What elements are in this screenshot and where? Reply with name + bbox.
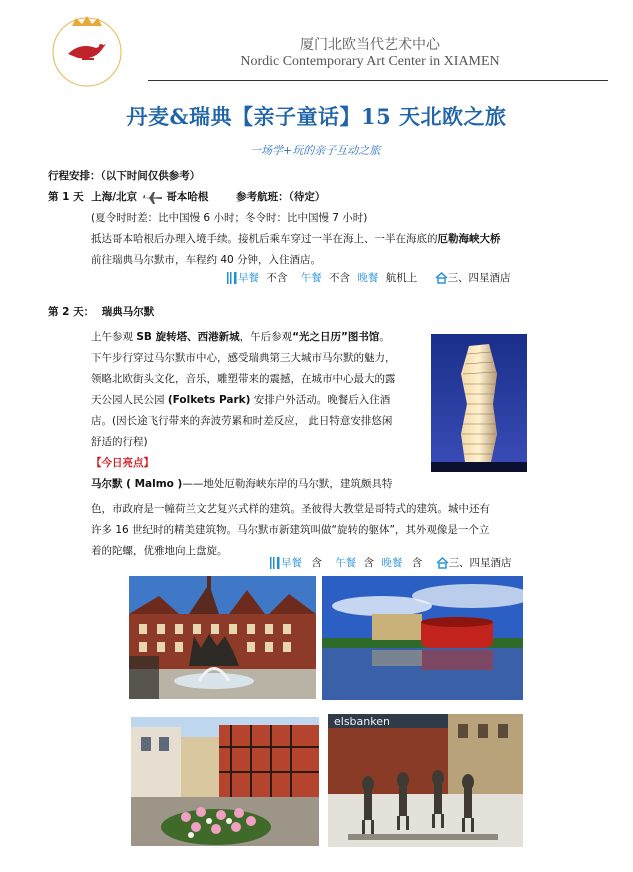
day2-line-1 xyxy=(91,327,431,348)
day1-dinner-label: 晚餐 xyxy=(357,272,379,284)
day1-breakfast-value: 不含 xyxy=(266,272,288,284)
day1-hotel: 三、四星酒店 xyxy=(447,272,511,284)
day2-line-6: 舒适的行程) xyxy=(91,436,148,448)
malmo-name: 马尔默 ( Malmo ) xyxy=(91,478,183,490)
day2-dinner-value: 含 xyxy=(411,557,423,569)
highlight-line-2: 色，市政府是一幢荷兰文艺复兴式样的建筑。圣彼得大教堂是哥特式的建筑。城中还有 xyxy=(91,503,490,515)
malmo-castle-photo xyxy=(322,576,523,700)
day1-dinner-value: 航机上 xyxy=(385,272,418,284)
day2-line-4c: 安排户外活动。晚餐后入住酒 xyxy=(250,394,391,406)
highlight-label: 【今日亮点】 xyxy=(91,457,154,469)
org-name-cn: 厦门北欧当代艺术中心 xyxy=(300,37,440,53)
page-subtitle: 一场学+玩的亲子互动之旅 xyxy=(250,144,381,157)
day2-meals xyxy=(269,555,512,570)
itinerary-heading: 行程安排：（以下时间仅供参考） xyxy=(48,170,201,182)
airplane-icon xyxy=(141,191,163,203)
highlight-line-1b: ——地处厄勒海峡东岸的马尔默，建筑颇具特 xyxy=(182,478,393,490)
day2-line-1d: “光之日历”图书馆 xyxy=(292,331,380,343)
day1-flight: 参考航班：（待定） xyxy=(236,191,326,203)
day1-lunch-value: 不含 xyxy=(329,272,351,284)
day1-text-2 xyxy=(91,229,501,250)
day2-line-4a: 天公园人民公园 xyxy=(91,394,168,406)
header-divider xyxy=(148,80,608,81)
day2-header xyxy=(48,302,154,323)
day1-meals xyxy=(226,270,511,285)
day2-breakfast-label: 早餐 xyxy=(281,557,302,569)
malmo-town-hall-photo xyxy=(129,576,316,699)
day2-line-4 xyxy=(91,390,431,411)
highlight-line-3: 许多 16 世纪时的精美建筑物。马尔默市新建筑叫做“旋转的躯体”，其外观像是一个立 xyxy=(91,524,490,536)
day1-breakfast-label: 早餐 xyxy=(238,272,259,284)
day2-line-1b: SB 旋转塔、西港新城 xyxy=(136,331,240,343)
day1-route-from: 上海/北京 xyxy=(91,191,138,203)
oresund-bridge: 厄勒海峡大桥 xyxy=(437,233,501,245)
day2-line-3: 领略北欧街头文化，音乐，雕塑带来的震撼，在城市中心最大的露 xyxy=(91,373,396,385)
day2-paragraph xyxy=(91,327,431,495)
day1-text-2a: 抵达哥本哈根后办理入境手续。接机后乘车穿过一半在海上、一半在海底的 xyxy=(91,233,438,245)
bronze-sculptures-photo xyxy=(328,714,523,847)
cutlery-icon xyxy=(226,272,238,284)
day2-line-1e: 。 xyxy=(379,331,390,343)
day1-header xyxy=(48,187,325,208)
day2-line-1a: 上午参观 xyxy=(91,331,137,343)
day2-place: 瑞典马尔默 xyxy=(101,306,155,318)
day1-text-3: 前往瑞典马尔默市，车程约 40 分钟，入住酒店。 xyxy=(91,254,322,266)
highlight-line-1 xyxy=(91,474,431,495)
turning-torso-photo xyxy=(431,334,527,472)
logo xyxy=(46,8,128,90)
day2-hotel: 三、四星酒店 xyxy=(448,557,512,569)
house-icon xyxy=(436,557,449,569)
org-name-en: Nordic Contemporary Art Center in XIAMEN xyxy=(240,54,500,69)
day2-dinner-label: 晚餐 xyxy=(381,557,403,569)
day2-line-4b: (Folkets Park) xyxy=(167,394,251,406)
highlight-line-4: 着的陀螺，优雅地向上盘旋。 xyxy=(91,545,228,557)
house-icon xyxy=(435,272,448,284)
day2-lunch-value: 含 xyxy=(363,557,375,569)
day2-line-1c: ，午后参观 xyxy=(239,331,293,343)
day2-lunch-label: 午餐 xyxy=(335,557,357,569)
page-title: 丹麦&瑞典【亲子童话】15 天北欧之旅 xyxy=(126,104,507,129)
bank-sign-text: elsbanken xyxy=(334,715,390,728)
day2-breakfast-value: 含 xyxy=(311,557,322,569)
malmo-street-flowers-photo xyxy=(131,717,319,846)
day1-timezone: (夏令时时差：比中国慢 6 小时；冬令时：比中国慢 7 小时) xyxy=(91,212,368,224)
day2-label: 第 2 天： xyxy=(48,306,95,318)
day1-lunch-label: 午餐 xyxy=(300,272,322,284)
cutlery-icon xyxy=(269,557,281,569)
day2-line-2: 下午步行穿过马尔默市中心，感受瑞典第三大城市马尔默的魅力， xyxy=(91,352,396,364)
day2-line-5: 店。(因长途飞行带来的奔波劳累和时差反应， 此日特意安排悠闲 xyxy=(91,415,393,427)
day1-route-to: 哥本哈根 xyxy=(166,191,209,203)
day1-label: 第 1 天 xyxy=(48,191,84,203)
